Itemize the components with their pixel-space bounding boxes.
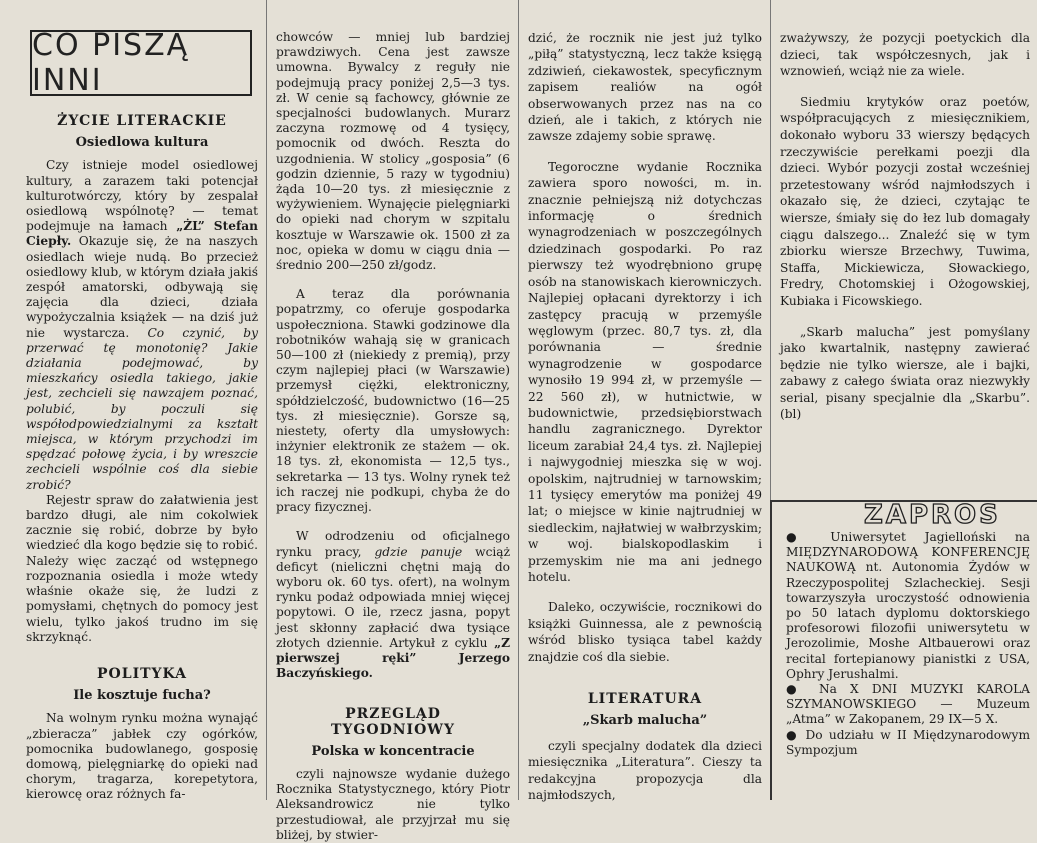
list-item: ● Uniwersytet Jagielloński na MIĘDZYNARODOWĄ KONFERENCJĘ NAUKOWĄ nt. Autonomia Żydów w Rzeczypospolitej Szlacheckiej. Sesji towarzyszyła uroczystość odnowienia po 50 latach dyplomu doktorskiego profesorowi filozofii uniwersytetu w Jerozolimie, Moshe Altbauerowi oraz recital fortepianowy pianistki z USA, Ophry Jerushalmi. xyxy=(786,530,1030,681)
paragraph: Siedmiu krytyków oraz poetów, współpracujących z miesięcznikiem, dokonało wyboru 33 wierszy będących rzeczywiście perełkami poezji dla dzieci. Wybór pozycji został wcześniej przetestowany wśród najmłodszych i okazało się, że dzieci, czytając te wiersze, śmiały się do łez lub domagały ciągu dalszego... Znaleźć się w tym zbiorku wiersze Brzechwy, Tuwima, Staffa, Mickiewicza, Słowackiego, Fredry, Chotomskiej i Ożogowskiej, Kubiaka i Ficowskiego. xyxy=(780,94,1030,308)
paragraph: Rejestr spraw do załatwienia jest bardzo długi, ale nim cokolwiek zacznie się robić, dobrze by było wiedzieć dla kogo będzie się to robić. Należy więc zacząć od wstępnego rozpoznania osiedla i może wtedy właśnie okaże się, że ludzi z pomysłami, chętnych do pomocy jest wielu, tylko jakoś trudno im się skrzyknąć. xyxy=(26,492,258,644)
article-column-4 xyxy=(780,30,1030,498)
paragraph: A teraz dla porównania popatrzmy, co oferuje gospodarka uspołeczniona. Stawki godzinowe dla robotników wahają się w granicach 50—100 zł (niekiedy z premią), przy czym najlepiej płaci (w Warszawie) przemysł ciężki, elektroniczny, spółdzielczość, budownictwo (16—25 tys. zł miesięcznie). Gorsze są, niestety, oferty dla umysłowych: inżynier elektronik ze stażem — ok. 18 tys. zł, ekonomista — 12,5 tys., sekretarka — 13 tys. Wolny rynek też ich raczej nie podkupi, chyba że do pracy fizycznej. xyxy=(276,287,510,515)
article-subtitle: „Skarb malucha” xyxy=(582,713,708,729)
paragraph: czyli specjalny dodatek dla dzieci miesięcznika „Literatura”. Cieszy ta redakcyjna propozycja dla najmłodszych, xyxy=(528,738,762,803)
section-heading: PRZEGLĄD TYGODNIOWY xyxy=(331,706,455,738)
article-column-1 xyxy=(26,108,258,800)
paragraph: dzić, że rocznik nie jest już tylko „piłą” statystyczną, lecz także księgą zdziwień, ciekawostek, specyficznym zapisem realiów na ogół obserwowanych przez nas na co dzień, ale i takich, z których nie zawsze zdajemy sobie sprawę. xyxy=(528,31,762,144)
paragraph: zważywszy, że pozycji poetyckich dla dzieci, tak współczesnych, jak i wznowień, wciąż nie za wiele. xyxy=(780,31,1030,79)
paragraph: W odrodzeniu od oficjalnego rynku pracy, gdzie panuje wciąż deficyt (nieliczni chętni mają do wyboru ok. 60 tys. ofert), na wolnym rynku podaż odpowiada mniej więcej popytowi. O ile, rzecz jasna, popyt jest skłonny zapłacić dwa tysiące złotych dziennie. Artykuł z cyklu „Z pierwszej ręki” Jerzego Baczyńskiego. xyxy=(276,529,510,681)
paragraph: chowców — mniej lub bardziej prawdziwych. Cena jest zawsze umowna. Bywalcy z reguły nie podejmują pracy poniżej 2,5—3 tys. zł. W cenie są fachowcy, głównie ze specjalności budowlanych. Murarz zaczyna rozmowę od 4 tysięcy, pomocnik od dwóch. Reszta do uzgodnienia. W stolicy „gosposia” (6 godzin dziennie, 5 razy w tygodniu) żąda 10—20 tys. zł miesięcznie z wyżywieniem. Wynajęcie pielęgniarki do opieki nad chorym w szpitalu kosztuje w Warszawie ok. 1500 zł za noc, opieka w domu w ciągu dnia — średnio 200—250 zł/godz. xyxy=(276,30,510,273)
paragraph: Na wolnym rynku można wynająć „zbieracza” jabłek czy ogórków, pomocnika budowlanego, gosposię domową, pielęgniarkę do opieki nad chorym, tragarza, korepetytora, kierowcę oraz różnych fa- xyxy=(26,711,258,802)
article-subtitle: Osiedlowa kultura xyxy=(75,135,209,151)
paragraph: czyli najnowsze wydanie dużego Rocznika Statystycznego, który Piotr Aleksandrowicz nie tylko przestudiował, ale przyjrzał mu się bliżej, by stwier- xyxy=(276,766,510,842)
column-title-box xyxy=(30,30,252,96)
article-subtitle: Polska w koncentracie xyxy=(311,743,475,759)
paragraph: Daleko, oczywiście, rocznikowi do książki Guinnessa, ale z pewnością wśród blisko tysiąca tabel każdy znajdzie coś dla siebie. xyxy=(528,600,762,664)
list-item: ● Na X DNI MUZYKI KAROLA SZYMANOWSKIEGO — Muzeum „Atma” w Zakopanem, 29 IX—5 X. xyxy=(786,682,1030,727)
paragraph: „Skarb malucha” jest pomyślany jako kwartalnik, następny zawierać będzie nie tylko wiersze, ale i bajki, zabawy z całego świata oraz niezwykły serial, pisany specjalnie dla „Skarbu”. (bl) xyxy=(780,324,1030,422)
column-divider xyxy=(266,0,267,800)
paragraph: Czy istnieje model osiedlowej kultury, a zarazem taki potencjał kulturotwórczy, który by zespalał osiedlową wspólnotę? — temat podejmuje na łamach „ŻL” Stefan Ciepły. Okazuje się, że na naszych osiedlach wieje nudą. Bo przecież osiedlowy klub, w którym działa jakiś zespół amatorski, odbywają się zajęcia dla dzieci, działa wypożyczalnia książek — na dziś już nie wystarcza. Co czynić, by przerwać tę monotonię? Jakie działania podejmować, by mieszkańcy osiedla takiego, jakie jest, zechcieli się nawzajem poznać, polubić, by poczuli się współodpowiedzialnymi za kształt miejsca, w którym przychodzi im spędzać połowę życia, i by wreszcie zechcieli wspólnie coś dla siebie zrobić? xyxy=(26,158,258,492)
section-heading: ŻYCIE LITERACKIE xyxy=(57,113,227,129)
section-heading: POLITYKA xyxy=(97,665,187,682)
article-column-3 xyxy=(528,30,762,803)
paragraph: Tegoroczne wydanie Rocznika zawiera sporo nowości, m. in. znacznie pełniejszą niż dotychczas informację o średnich wynagrodzeniach w poszczególnych dziedzinach gospodarki. Po raz pierwszy też wyodrębniono grupę osób na stanowiskach kierowniczych. Najlepiej opłacani dyrektorzy i ich zastępcy pracują w przemyśle węglowym (przec. 80,7 tys. zł, dla porównania — średnie wynagrodzenie w gospodarce wynosiło 19 994 zł, w przemyśle — 22 560 zł), w hutnictwie, w budownictwie, przedsiębiorstwach handlu zagranicznego. Dyrektor liceum zarabiał 24,4 tys. zł. Najlepiej i najwygodniej mieszka się w woj. opolskim, najtrudniej w tarnowskim; 11 tysięcy emerytów ma poniżej 49 lat; o miejsce w kinie najtrudniej w siedleckim, najłatwiej w wałbrzyskim; w woj. bialskopodlaskim i przemyskim nie ma ani jednego hotelu. xyxy=(528,159,762,584)
section-heading: LITERATURA xyxy=(587,691,703,708)
column-divider xyxy=(518,0,519,800)
column-divider xyxy=(770,0,771,500)
article-column-2 xyxy=(276,30,510,842)
list-item: ● Do udziału w II Międzynarodowym Sympozjum xyxy=(786,727,1030,757)
article-subtitle: Ile kosztuje fucha? xyxy=(73,688,211,704)
column-title: CO PISZĄ INNI xyxy=(32,28,190,98)
zapros-list xyxy=(786,530,1030,758)
zapros-heading: ZAPROS xyxy=(864,500,1001,530)
